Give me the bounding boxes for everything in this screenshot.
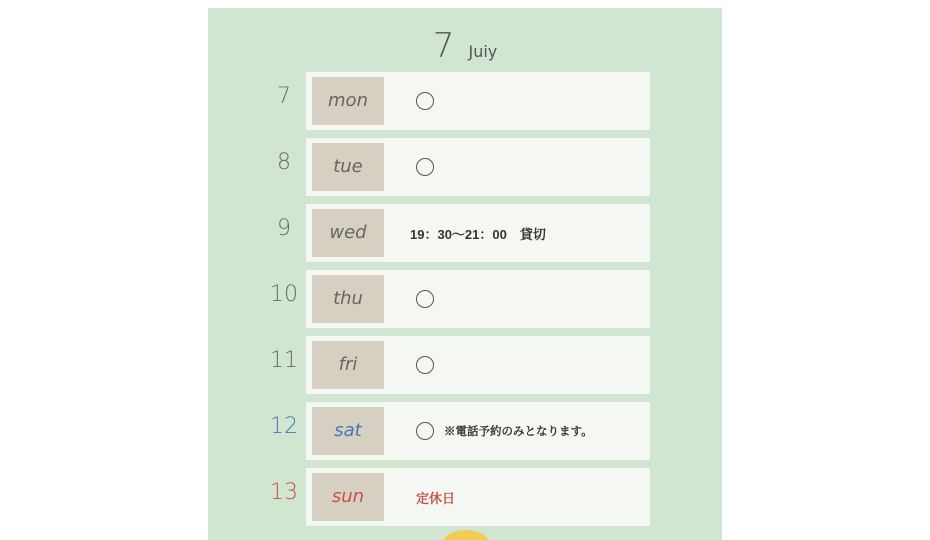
status xyxy=(416,72,434,130)
circle-icon xyxy=(416,92,434,110)
day-label: tue xyxy=(312,143,384,191)
status xyxy=(416,468,455,526)
row-box xyxy=(306,72,650,130)
circle-icon xyxy=(416,356,434,374)
schedule-row-sat xyxy=(208,402,722,460)
date-number: 12 xyxy=(270,414,298,439)
decoration-blob xyxy=(442,530,490,540)
circle-icon xyxy=(416,422,434,440)
calendar-header xyxy=(208,26,722,66)
day-label: sat xyxy=(312,407,384,455)
calendar-card xyxy=(208,8,722,540)
date-number: 8 xyxy=(277,150,291,175)
closed-label: 定休日 xyxy=(416,490,456,506)
date-number: 9 xyxy=(277,216,291,241)
row-box xyxy=(306,204,650,262)
date-number: 13 xyxy=(270,480,298,505)
status xyxy=(416,336,434,394)
row-box xyxy=(306,468,650,526)
date-number: 10 xyxy=(270,282,298,307)
day-label: sun xyxy=(312,473,384,521)
row-box xyxy=(306,138,650,196)
day-label: wed xyxy=(312,209,384,257)
schedule-row-wed xyxy=(208,204,722,262)
schedule-row-thu xyxy=(208,270,722,328)
phone-reservation-note: ※電話予約のみとなります。 xyxy=(444,426,593,438)
day-label: thu xyxy=(312,275,384,323)
status xyxy=(416,270,434,328)
row-box xyxy=(306,336,650,394)
status xyxy=(416,138,434,196)
row-box xyxy=(306,402,650,460)
circle-icon xyxy=(416,290,434,308)
status-text: 19：30〜21：00 貸切 xyxy=(410,226,546,242)
day-label: mon xyxy=(312,77,384,125)
date-number: 7 xyxy=(277,84,291,109)
circle-icon xyxy=(416,158,434,176)
row-box xyxy=(306,270,650,328)
status xyxy=(410,204,546,262)
month-name: Juiy xyxy=(468,42,498,61)
status xyxy=(416,402,593,460)
month-number: 7 xyxy=(432,26,456,66)
schedule-row-fri xyxy=(208,336,722,394)
day-label: fri xyxy=(312,341,384,389)
date-number: 11 xyxy=(270,348,298,373)
schedule-row-sun xyxy=(208,468,722,526)
schedule-row-tue xyxy=(208,138,722,196)
schedule-row-mon xyxy=(208,72,722,130)
